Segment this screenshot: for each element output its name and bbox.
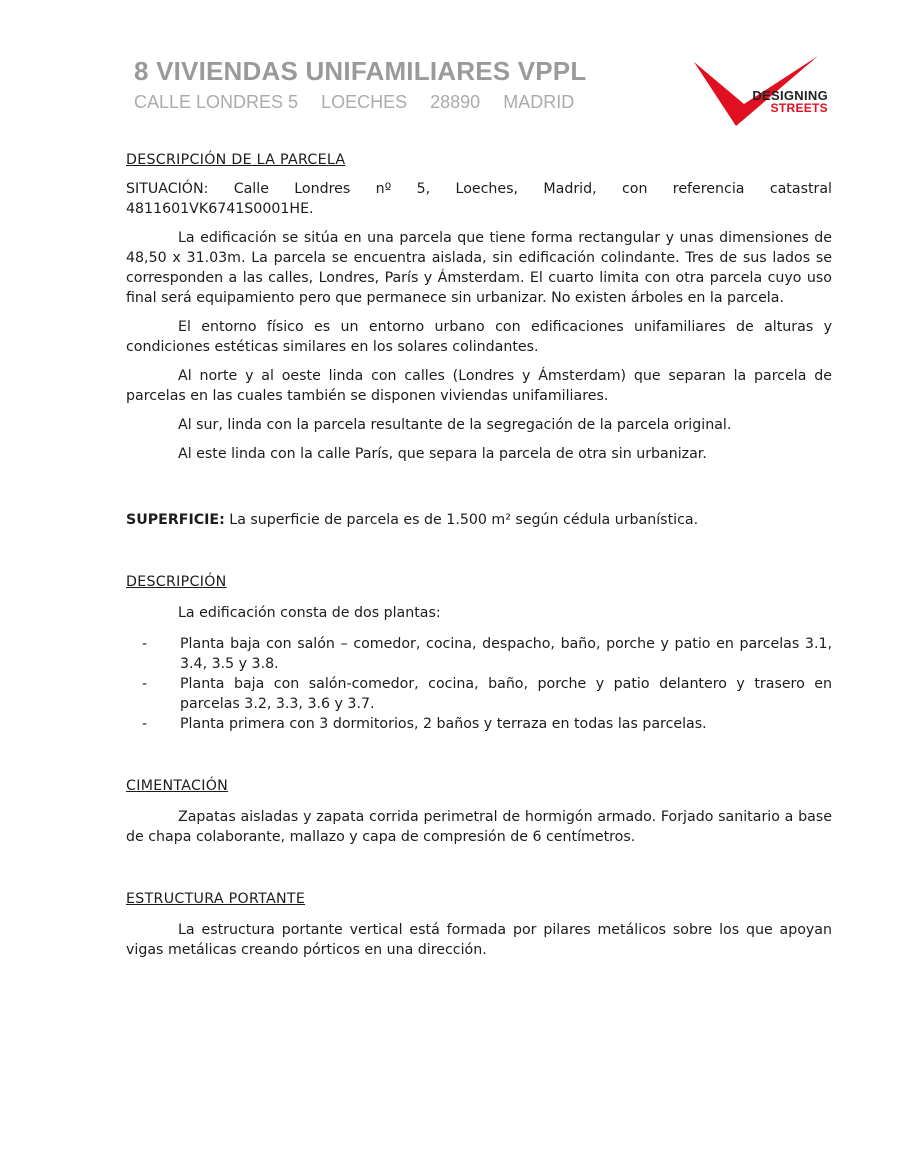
list-item-text: Planta baja con salón-comedor, cocina, baño, porche y patio delantero y trasero en parcelas 3.2, 3.3, 3.6 y 3.7. bbox=[180, 676, 832, 712]
document-address bbox=[134, 92, 592, 113]
superficie-text: La superficie de parcela es de 1.500 m² según cédula urbanística. bbox=[229, 512, 699, 528]
heading-cimentacion: CIMENTACIÓN bbox=[126, 778, 229, 794]
heading-descripcion: DESCRIPCIÓN bbox=[126, 574, 227, 590]
document-title: 8 VIVIENDAS UNIFAMILIARES VPPL bbox=[134, 56, 587, 86]
bullet-dash: - bbox=[142, 716, 148, 732]
logo-text-line2: STREETS bbox=[770, 101, 828, 115]
list-item-text: Planta primera con 3 dormitorios, 2 baños y terraza en todas las parcelas. bbox=[180, 716, 707, 732]
heading-parcela: DESCRIPCIÓN DE LA PARCELA bbox=[126, 152, 346, 168]
parcela-paragraph: Al norte y al oeste linda con calles (Londres y Ámsterdam) que separan la parcela de parcelas en las cuales también se disponen viviendas unifamiliares. bbox=[126, 368, 832, 404]
logo-text-line1: DESIGNING bbox=[752, 88, 828, 103]
superficie-paragraph bbox=[126, 510, 832, 530]
superficie-label: SUPERFICIE: bbox=[126, 512, 225, 528]
address-city: MADRID bbox=[503, 92, 575, 112]
heading-estructura: ESTRUCTURA PORTANTE bbox=[126, 891, 306, 907]
address-town: LOECHES bbox=[321, 92, 408, 112]
estructura-text: La estructura portante vertical está formada por pilares metálicos sobre los que apoyan vigas metálicas creando pórticos en una dirección. bbox=[126, 922, 832, 958]
descripcion-intro: La edificación consta de dos plantas: bbox=[178, 605, 441, 621]
bullet-dash: - bbox=[142, 636, 148, 652]
parcela-paragraph: El entorno físico es un entorno urbano con edificaciones unifamiliares de alturas y condiciones estéticas similares en los solares colindantes. bbox=[126, 319, 832, 355]
parcela-paragraph: Al este linda con la calle París, que separa la parcela de otra sin urbanizar. bbox=[178, 446, 707, 462]
list-item bbox=[126, 714, 832, 734]
address-street: CALLE LONDRES 5 bbox=[134, 92, 299, 112]
bullet-dash: - bbox=[142, 676, 148, 692]
designing-streets-logo bbox=[694, 56, 834, 128]
parcela-paragraph: La edificación se sitúa en una parcela que tiene forma rectangular y unas dimensiones de 48,50 x 31.03m. La parcela se encuentra aislada, sin edificación colindante. Tres de sus lados se corresponden a las calles, Londres, París y Ámsterdam. El cuarto limita con otra parcela cuyo uso final será equipamiento pero que permanece sin urbanizar. No existen árboles en la parcela. bbox=[126, 230, 832, 306]
list-item bbox=[126, 674, 832, 714]
descripcion-list bbox=[126, 634, 832, 734]
list-item-text: Planta baja con salón – comedor, cocina, despacho, baño, porche y patio en parcelas 3.1, 3.4, 3.5 y 3.8. bbox=[180, 636, 832, 672]
document-body bbox=[126, 150, 832, 960]
cimentacion-text: Zapatas aisladas y zapata corrida perimetral de hormigón armado. Forjado sanitario a base de chapa colaborante, mallazo y capa de compresión de 6 centímetros. bbox=[126, 809, 832, 845]
list-item bbox=[126, 634, 832, 674]
situacion-text: SITUACIÓN: Calle Londres nº 5, Loeches, Madrid, con referencia catastral 4811601VK6741S0001HE. bbox=[126, 181, 832, 217]
parcela-paragraph: Al sur, linda con la parcela resultante de la segregación de la parcela original. bbox=[178, 417, 732, 433]
address-postcode: 28890 bbox=[430, 92, 481, 112]
